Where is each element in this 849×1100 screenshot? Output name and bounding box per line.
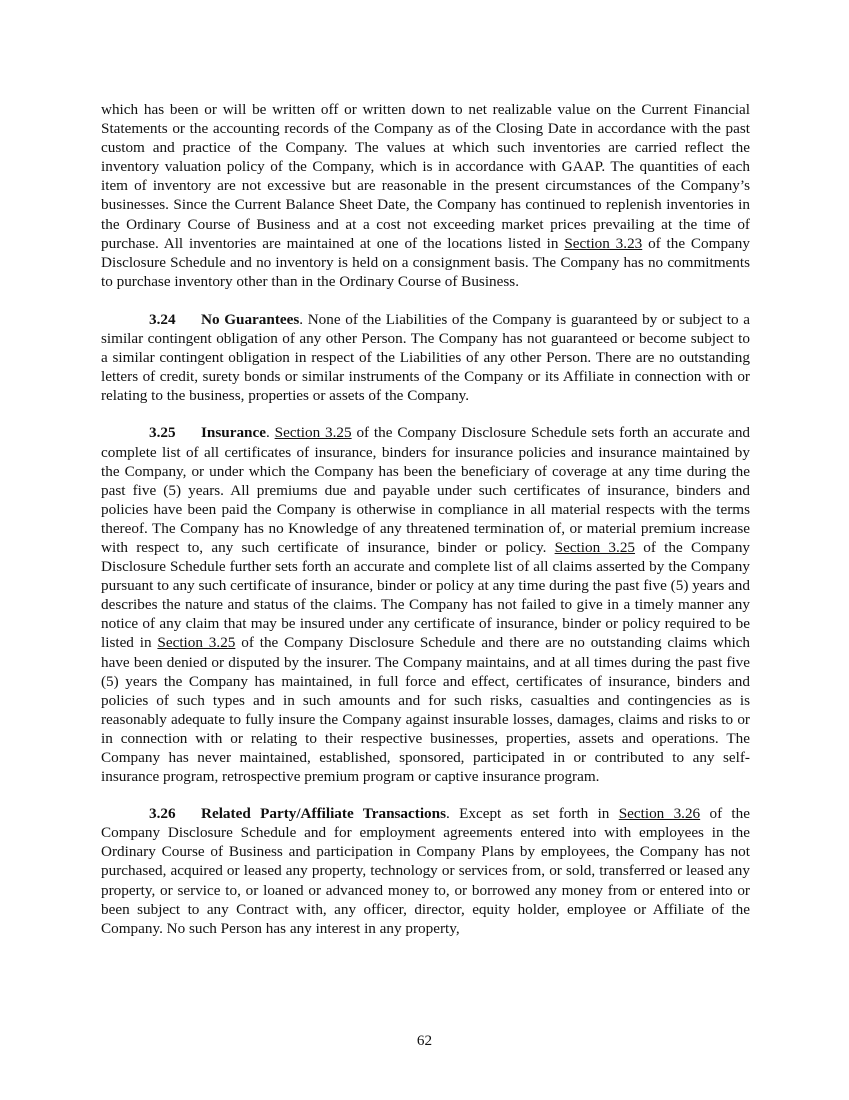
section-body-part-2: of the Company Disclosure Schedule further sets forth an accurate and complete list of all claims asserted by the Company pursuant to any such certificate of insurance, binder or policy at any time during the past five (5) years and describes the nature and status of the claims. The Company has not failed to give in a timely manner any notice of any claim that may be insured under any certificate of insurance, binder or policy required to be listed in [101, 538, 751, 652]
section-3-25-insurance [101, 423, 750, 786]
section-number: 3.26 [149, 805, 176, 823]
section-body-part-1: of the Company Disclosure Schedule sets forth an accurate and complete list of all certificates of insurance, binders for insurance policies and insurance maintained by the Company, or under which the Company has been the beneficiary of coverage at any time during the past five (5) years. All premiums due and payable under such certificates of insurance, binders and policies have been paid the Company is otherwise in compliance in all material respects with the terms thereof. The Company has no Knowledge of any threatened termination of, or material premium increase with respect to, any such certificate of insurance, binder or policy. [101, 424, 751, 556]
inventory-text-part-1: which has been or will be written off or written down to net realizable value on the Current Financial Statements or the accounting records of the Company as of the Closing Date in accordance with the past custom and practice of the Company. The values at which such inventories are carried reflect the inventory valuation policy of the Company, which is in accordance with GAAP. The quantities of each item of inventory are not excessive but are reasonable in the present circumstances of the Company’s businesses. Since the Current Balance Sheet Date, the Company has continued to replenish inventories in the Ordinary Course of Business and at a cost not exceeding market prices prevailing at the time of purchase. All inventories are maintained at one of the locations listed in [101, 101, 750, 252]
section-body-part-2: of the Company Disclosure Schedule and for employment agreements entered into with employees in the Ordinary Course of Business and participation in Company Plans by employees, the Company has not purchased, acquired or leased any property, technology or services from, or sold, transferred or leased any property, or service to, or loaned or advanced money to, or borrowed any money from or entered into or been subject to any Contract with, any officer, director, equity holder, employee or Affiliate of the Company. No such Person has any interest in any property, [101, 805, 750, 937]
section-reference-link[interactable]: Section 3.25 [157, 634, 236, 652]
section-reference-link[interactable]: Section 3.25 [554, 538, 636, 556]
section-reference-link[interactable]: Section 3.26 [618, 805, 701, 823]
section-body-dot: . [265, 424, 275, 442]
section-3-26-related-party [101, 804, 750, 938]
page-number: 62 [416, 1032, 433, 1049]
inventory-text-part-2: of the Company Disclosure Schedule and no inventory is held on a consignment basis. The Company has no commitments to purchase inventory other than in the Ordinary Course of Business. [101, 234, 750, 290]
section-reference-link[interactable]: Section 3.23 [564, 234, 643, 252]
section-title: Related Party/Affiliate Transactions [201, 805, 446, 823]
section-3-24-no-guarantees [101, 310, 750, 405]
section-body-part-3: of the Company Disclosure Schedule and there are no outstanding claims which have been denied or disputed by the insurer. The Company maintains, and at all times during the past five (5) years the Company has maintained, in full force and effect, certificates of insurance, binders and policies of such types and in such amounts and for such risks, casualties and contingencies as is reasonably adequate to fully insure the Company against insurable losses, damages, claims and risks to or in connection with or relating to their respective businesses, properties, assets and operations. The Company has never maintained, established, sponsored, participated in or contributed to any self-insurance program, retrospective premium program or captive insurance program. [101, 634, 751, 786]
paragraph-inventory-continuation [101, 100, 750, 291]
section-body: . None of the Liabilities of the Company is guaranteed by or subject to a similar contingent obligation of any other Person. The Company has not guaranteed or become subject to a similar contingent obligation in respect of the Liabilities of any other Person. There are no outstanding letters of credit, surety bonds or similar instruments of the Company or its Affiliate in connection with or relating to the business, properties or assets of the Company. [101, 310, 750, 405]
section-body-part-1: . Except as set forth in [446, 805, 619, 823]
document-page [101, 100, 750, 956]
section-reference-link[interactable]: Section 3.25 [274, 424, 352, 442]
section-title: Insurance [201, 424, 266, 442]
section-number: 3.25 [149, 424, 176, 442]
section-number: 3.24 [149, 310, 176, 328]
section-title: No Guarantees [201, 310, 300, 328]
